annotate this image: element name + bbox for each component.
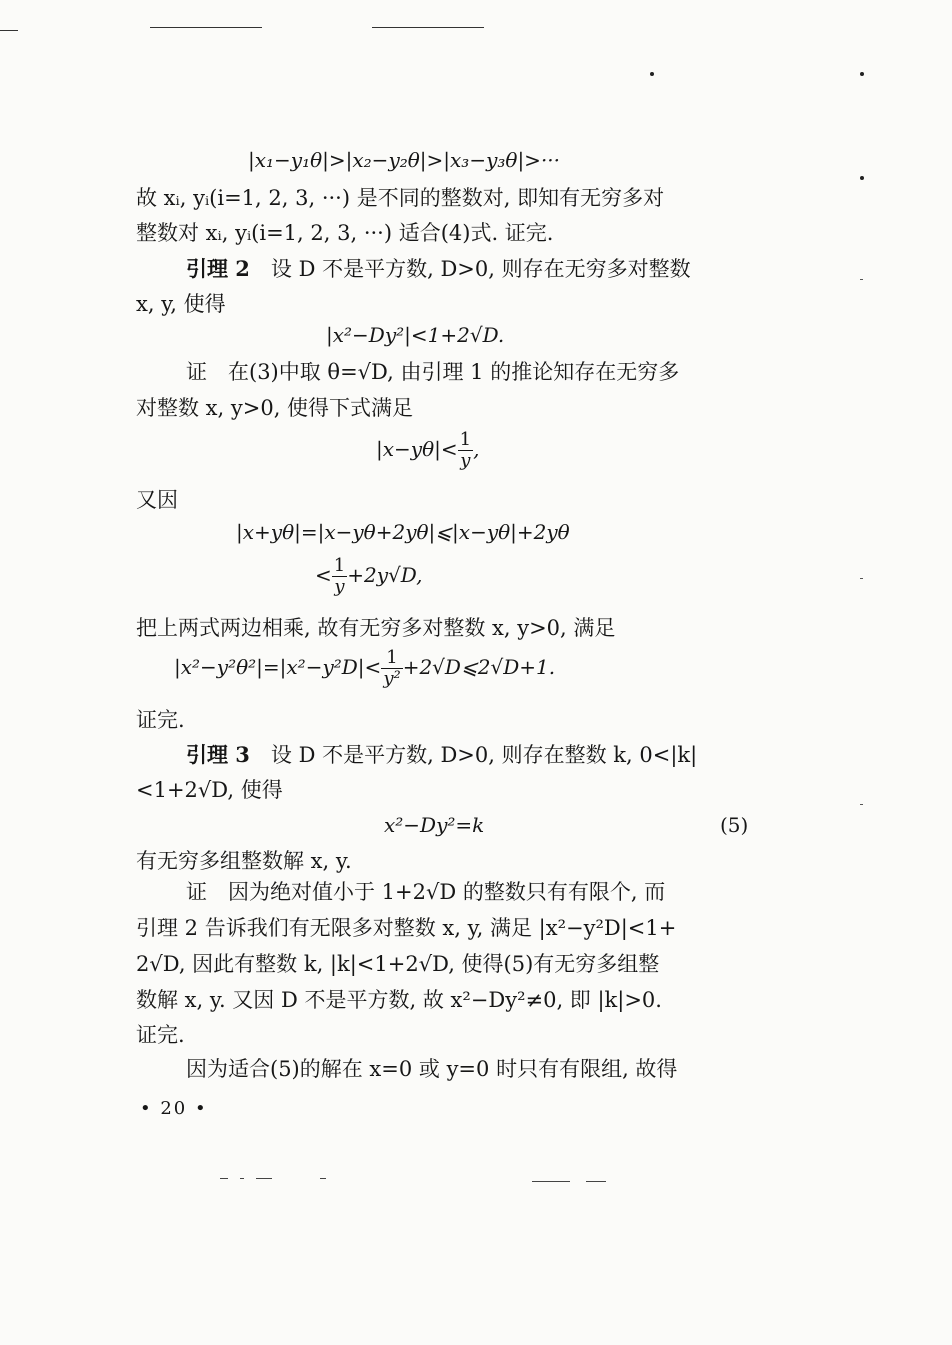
text-line: 故 xᵢ, yᵢ(i=1, 2, 3, ···) 是不同的整数对, 即知有无穷多对 (136, 186, 665, 210)
lemma-statement: 设 D 不是平方数, D>0, 则存在整数 k, 0<|k| (249, 743, 698, 767)
fraction (332, 556, 347, 597)
equation-part: +2y√D, (347, 563, 423, 587)
scan-mark (320, 1178, 326, 1179)
fraction (381, 648, 402, 689)
equation (174, 648, 555, 689)
equation-part: < (315, 563, 332, 587)
text-line: 引理 2 告诉我们有无限多对整数 x, y, 满足 |x²−y²D|<1+ (136, 916, 677, 940)
speck (650, 72, 654, 76)
text-line: 有无穷多组整数解 x, y. (136, 849, 352, 873)
text-line: 因为适合(5)的解在 x=0 或 y=0 时只有有限组, 故得 (186, 1057, 678, 1081)
fraction-denominator: y (460, 450, 471, 471)
fraction-numerator: 1 (333, 555, 346, 576)
scan-mark (240, 1178, 244, 1179)
scan-mark (586, 1181, 606, 1182)
text-line: 数解 x, y. 又因 D 不是平方数, 故 x²−Dy²≠0, 即 |k|>0. (136, 988, 662, 1012)
fraction-numerator: 1 (459, 429, 472, 450)
text-line: 证完. (136, 1023, 185, 1047)
lemma-label: 引理 2 (186, 256, 250, 281)
speck (860, 279, 863, 280)
fraction-numerator: 1 (381, 648, 402, 669)
equation-part: |x²−y²θ²|=|x²−y²D|< (174, 655, 382, 679)
text-line: 把上两式两边相乘, 故有无穷多对整数 x, y>0, 满足 (136, 616, 616, 640)
equation: x²−Dy²=k (384, 813, 485, 837)
scan-mark (220, 1178, 228, 1179)
equation (315, 556, 422, 597)
text-line: 对整数 x, y>0, 使得下式满足 (136, 396, 414, 420)
equation-number: (5) (720, 813, 749, 837)
text-line: 整数对 xᵢ, yᵢ(i=1, 2, 3, ···) 适合(4)式. 证完. (136, 221, 554, 245)
fraction-denominator: y² (383, 668, 401, 689)
scan-mark (532, 1181, 570, 1182)
fraction-denominator: y (334, 576, 345, 597)
speck (860, 72, 864, 76)
text-line: <1+2√D, 使得 (136, 778, 283, 802)
text-line: 2√D, 因此有整数 k, |k|<1+2√D, 使得(5)有无穷多组整 (136, 952, 660, 976)
text-line: 又因 (136, 488, 178, 512)
equation-part: |x−yθ|< (376, 437, 458, 461)
lemma-label: 引理 3 (186, 742, 250, 767)
speck (860, 578, 863, 579)
top-rule-3 (372, 27, 484, 28)
equation-part: +2√D⩽2√D+1. (402, 655, 556, 679)
equation: |x+yθ|=|x−yθ+2yθ|⩽|x−yθ|+2yθ (236, 520, 570, 544)
speck (860, 176, 864, 180)
page-number: • 20 • (140, 1098, 208, 1119)
text-line: 证完. (136, 708, 185, 732)
equation (376, 430, 479, 471)
fraction (458, 430, 473, 471)
equation-part: , (473, 437, 480, 461)
scan-mark (256, 1178, 272, 1179)
text-line: x, y, 使得 (136, 292, 226, 316)
text-line: 证 在(3)中取 θ=√D, 由引理 1 的推论知存在无穷多 (186, 360, 680, 384)
lemma-2-heading (186, 255, 756, 283)
top-rule-2 (150, 27, 262, 28)
speck (860, 804, 863, 805)
top-rule-1 (0, 30, 18, 31)
equation: |x²−Dy²|<1+2√D. (326, 323, 505, 347)
text-line: 证 因为绝对值小于 1+2√D 的整数只有有限个, 而 (186, 880, 666, 904)
inequality-chain: |x₁−y₁θ|>|x₂−y₂θ|>|x₃−y₃θ|>··· (248, 148, 561, 172)
lemma-statement: 设 D 不是平方数, D>0, 则存在无穷多对整数 (249, 257, 691, 281)
lemma-3-heading (186, 741, 756, 769)
